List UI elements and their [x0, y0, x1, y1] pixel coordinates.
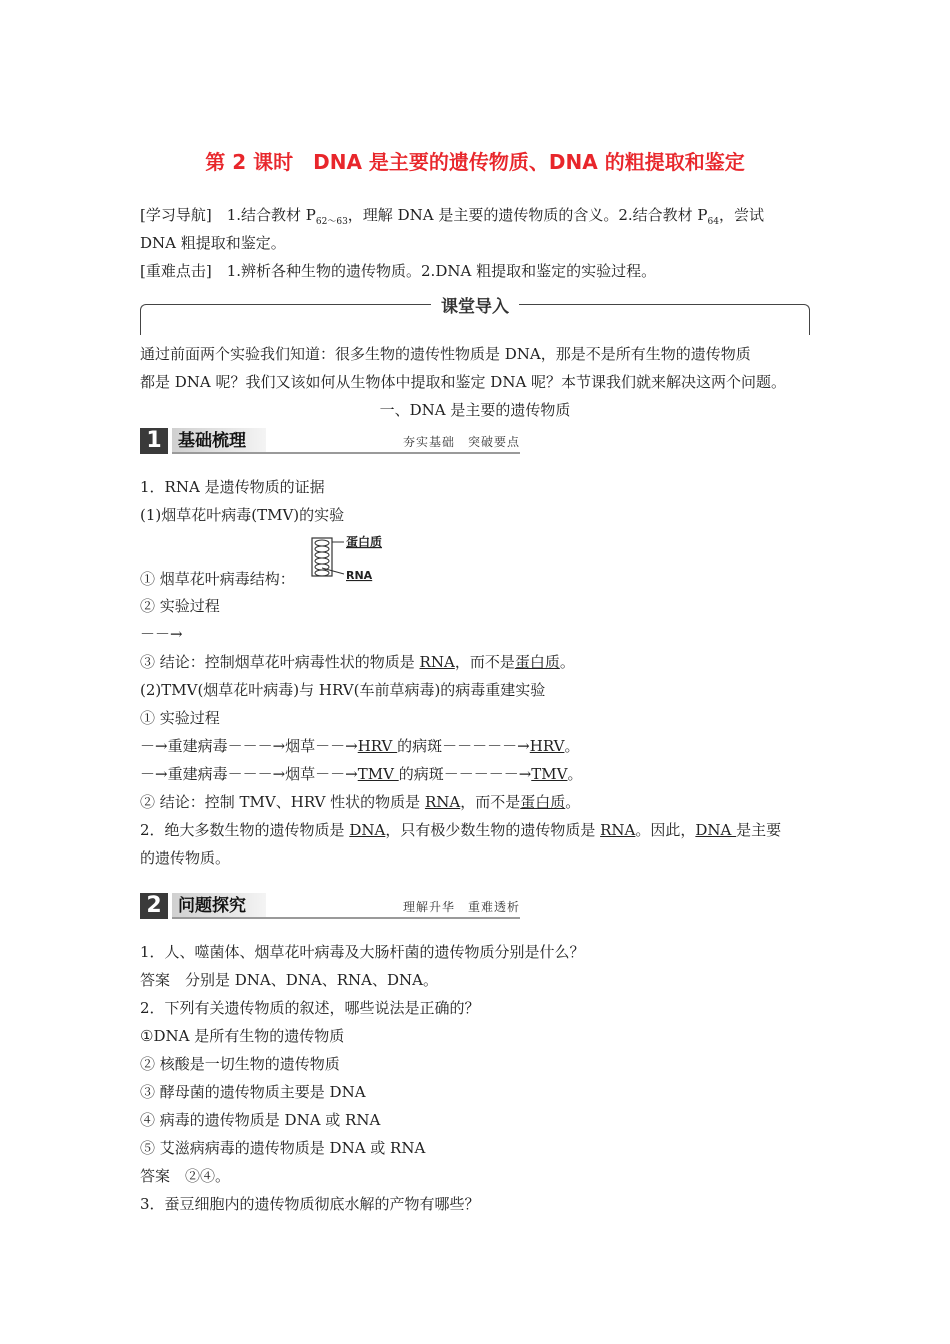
- basics-line: －→重建病毒－－－→烟草－－→HRV 的病斑－－－－－→HRV。: [140, 737, 580, 755]
- basics-line: 2．绝大多数生物的遗传物质是 DNA，只有极少数生物的遗传物质是 RNA。因此，DNA 是主要: [140, 821, 782, 839]
- basics-line: ① 实验过程: [140, 709, 220, 727]
- basics-line: (1)烟草花叶病毒(TMV)的实验: [140, 506, 345, 524]
- basics-line: 的遗传物质。: [140, 849, 231, 867]
- banner-label: 基础梳理: [172, 428, 266, 454]
- banner-subtitle: 夯实基础 突破要点: [402, 435, 520, 449]
- option-line: ④ 病毒的遗传物质是 DNA 或 RNA: [140, 1111, 381, 1129]
- section-heading: 一、DNA 是主要的遗传物质: [379, 401, 571, 419]
- inquiry-banner: [140, 893, 520, 919]
- basics-line: (2)TMV(烟草花叶病毒)与 HRV(车前草病毒)的病毒重建实验: [140, 681, 546, 699]
- basics-line: －－→: [140, 625, 183, 643]
- intro-paragraph-line1: 通过前面两个实验我们知道：很多生物的遗传性物质是 DNA，那是不是所有生物的遗传物质: [140, 345, 751, 363]
- study-guide-line1: [学习导航] 1.结合教材 $P_{62\sim 63}$，理解 DNA 是主要的遗传物质的含义。2.结合教材 $P_{64}$，尝试: [140, 206, 764, 227]
- tmv-structure-diagram: [306, 534, 396, 584]
- study-guide-line2: DNA 粗提取和鉴定。: [140, 234, 286, 252]
- answer-line: 答案 ②④。: [140, 1167, 231, 1185]
- banner-number: 2: [140, 893, 168, 919]
- option-line: ①DNA 是所有生物的遗传物质: [140, 1027, 345, 1045]
- question-line: 1．人、噬菌体、烟草花叶病毒及大肠杆菌的遗传物质分别是什么？: [140, 943, 585, 961]
- question-line: 3．蚕豆细胞内的遗传物质彻底水解的产物有哪些？: [140, 1195, 480, 1213]
- basics-line: －→重建病毒－－－→烟草－－→TMV 的病斑－－－－－→TMV。: [140, 765, 583, 783]
- banner-subtitle: 理解升华 重难透析: [402, 900, 520, 914]
- option-line: ③ 酵母菌的遗传物质主要是 DNA: [140, 1083, 366, 1101]
- basics-banner: [140, 428, 520, 454]
- question-line: 2．下列有关遗传物质的叙述，哪些说法是正确的？: [140, 999, 480, 1017]
- basics-line: ② 结论：控制 TMV、HRV 性状的物质是 RNA，而不是蛋白质。: [140, 793, 581, 811]
- banner-number: 1: [140, 428, 168, 454]
- intro-paragraph-line2: 都是 DNA 呢？我们又该如何从生物体中提取和鉴定 DNA 呢？本节课我们就来解决这两个问题。: [140, 373, 787, 391]
- basics-line: ① 烟草花叶病毒结构：: [140, 570, 295, 588]
- rna-label: RNA: [346, 569, 373, 582]
- basics-line: ③ 结论：控制烟草花叶病毒性状的物质是 RNA，而不是蛋白质。: [140, 653, 575, 671]
- option-line: ② 核酸是一切生物的遗传物质: [140, 1055, 340, 1073]
- classroom-intro-header: [140, 297, 810, 336]
- basics-line: 1．RNA 是遗传物质的证据: [140, 478, 325, 496]
- classroom-intro-title: 课堂导入: [441, 297, 509, 317]
- protein-label: 蛋白质: [346, 535, 383, 549]
- answer-line: 答案 分别是 DNA、DNA、RNA、DNA。: [140, 971, 438, 989]
- option-line: ⑤ 艾滋病病毒的遗传物质是 DNA 或 RNA: [140, 1139, 426, 1157]
- basics-line: ② 实验过程: [140, 597, 220, 615]
- banner-label: 问题探究: [172, 893, 266, 919]
- key-points-line: [重难点击] 1.辨析各种生物的遗传物质。2.DNA 粗提取和鉴定的实验过程。: [140, 262, 657, 280]
- page-title: 第 2 课时 DNA 是主要的遗传物质、DNA 的粗提取和鉴定: [205, 150, 745, 174]
